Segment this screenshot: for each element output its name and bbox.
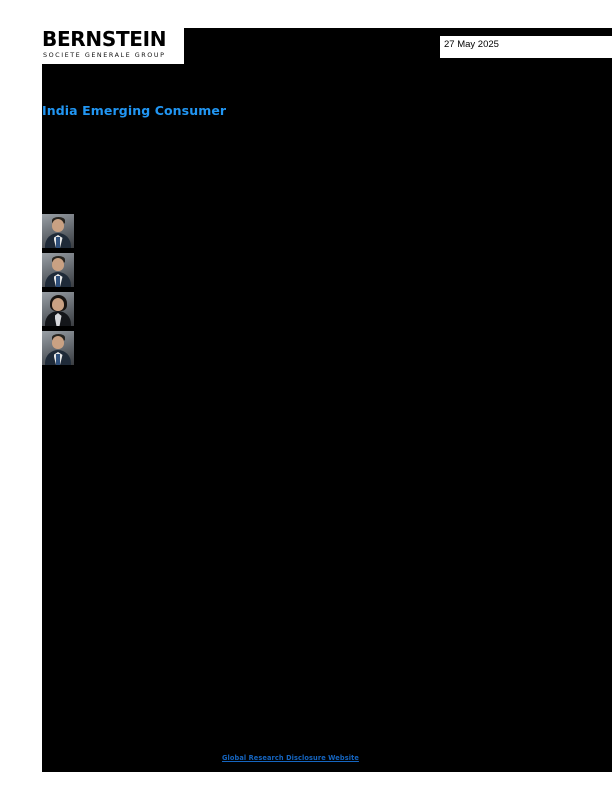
portrait-head <box>52 298 64 311</box>
publisher-logo-wordmark: BERNSTEIN <box>42 27 167 51</box>
document-page-body <box>42 28 612 772</box>
analyst-photo-list <box>42 214 74 370</box>
publication-date-container <box>440 36 612 58</box>
publisher-logo-tagline: SOCIETE GENERALE GROUP <box>43 51 166 59</box>
publisher-logo <box>42 28 184 64</box>
publication-date: 27 May 2025 <box>444 39 499 50</box>
portrait-tie <box>56 354 60 365</box>
header-white-band <box>0 0 612 28</box>
page-title: India Emerging Consumer <box>42 103 227 118</box>
analyst-photo <box>42 253 74 287</box>
portrait-tie <box>56 276 60 287</box>
analyst-photo <box>42 214 74 248</box>
analyst-photo <box>42 331 74 365</box>
portrait-tie <box>56 237 60 248</box>
portrait-head <box>52 219 64 232</box>
portrait-head <box>52 336 64 349</box>
portrait-head <box>52 258 64 271</box>
analyst-photo <box>42 292 74 326</box>
global-research-disclosure-link[interactable]: Global Research Disclosure Website <box>222 754 359 762</box>
